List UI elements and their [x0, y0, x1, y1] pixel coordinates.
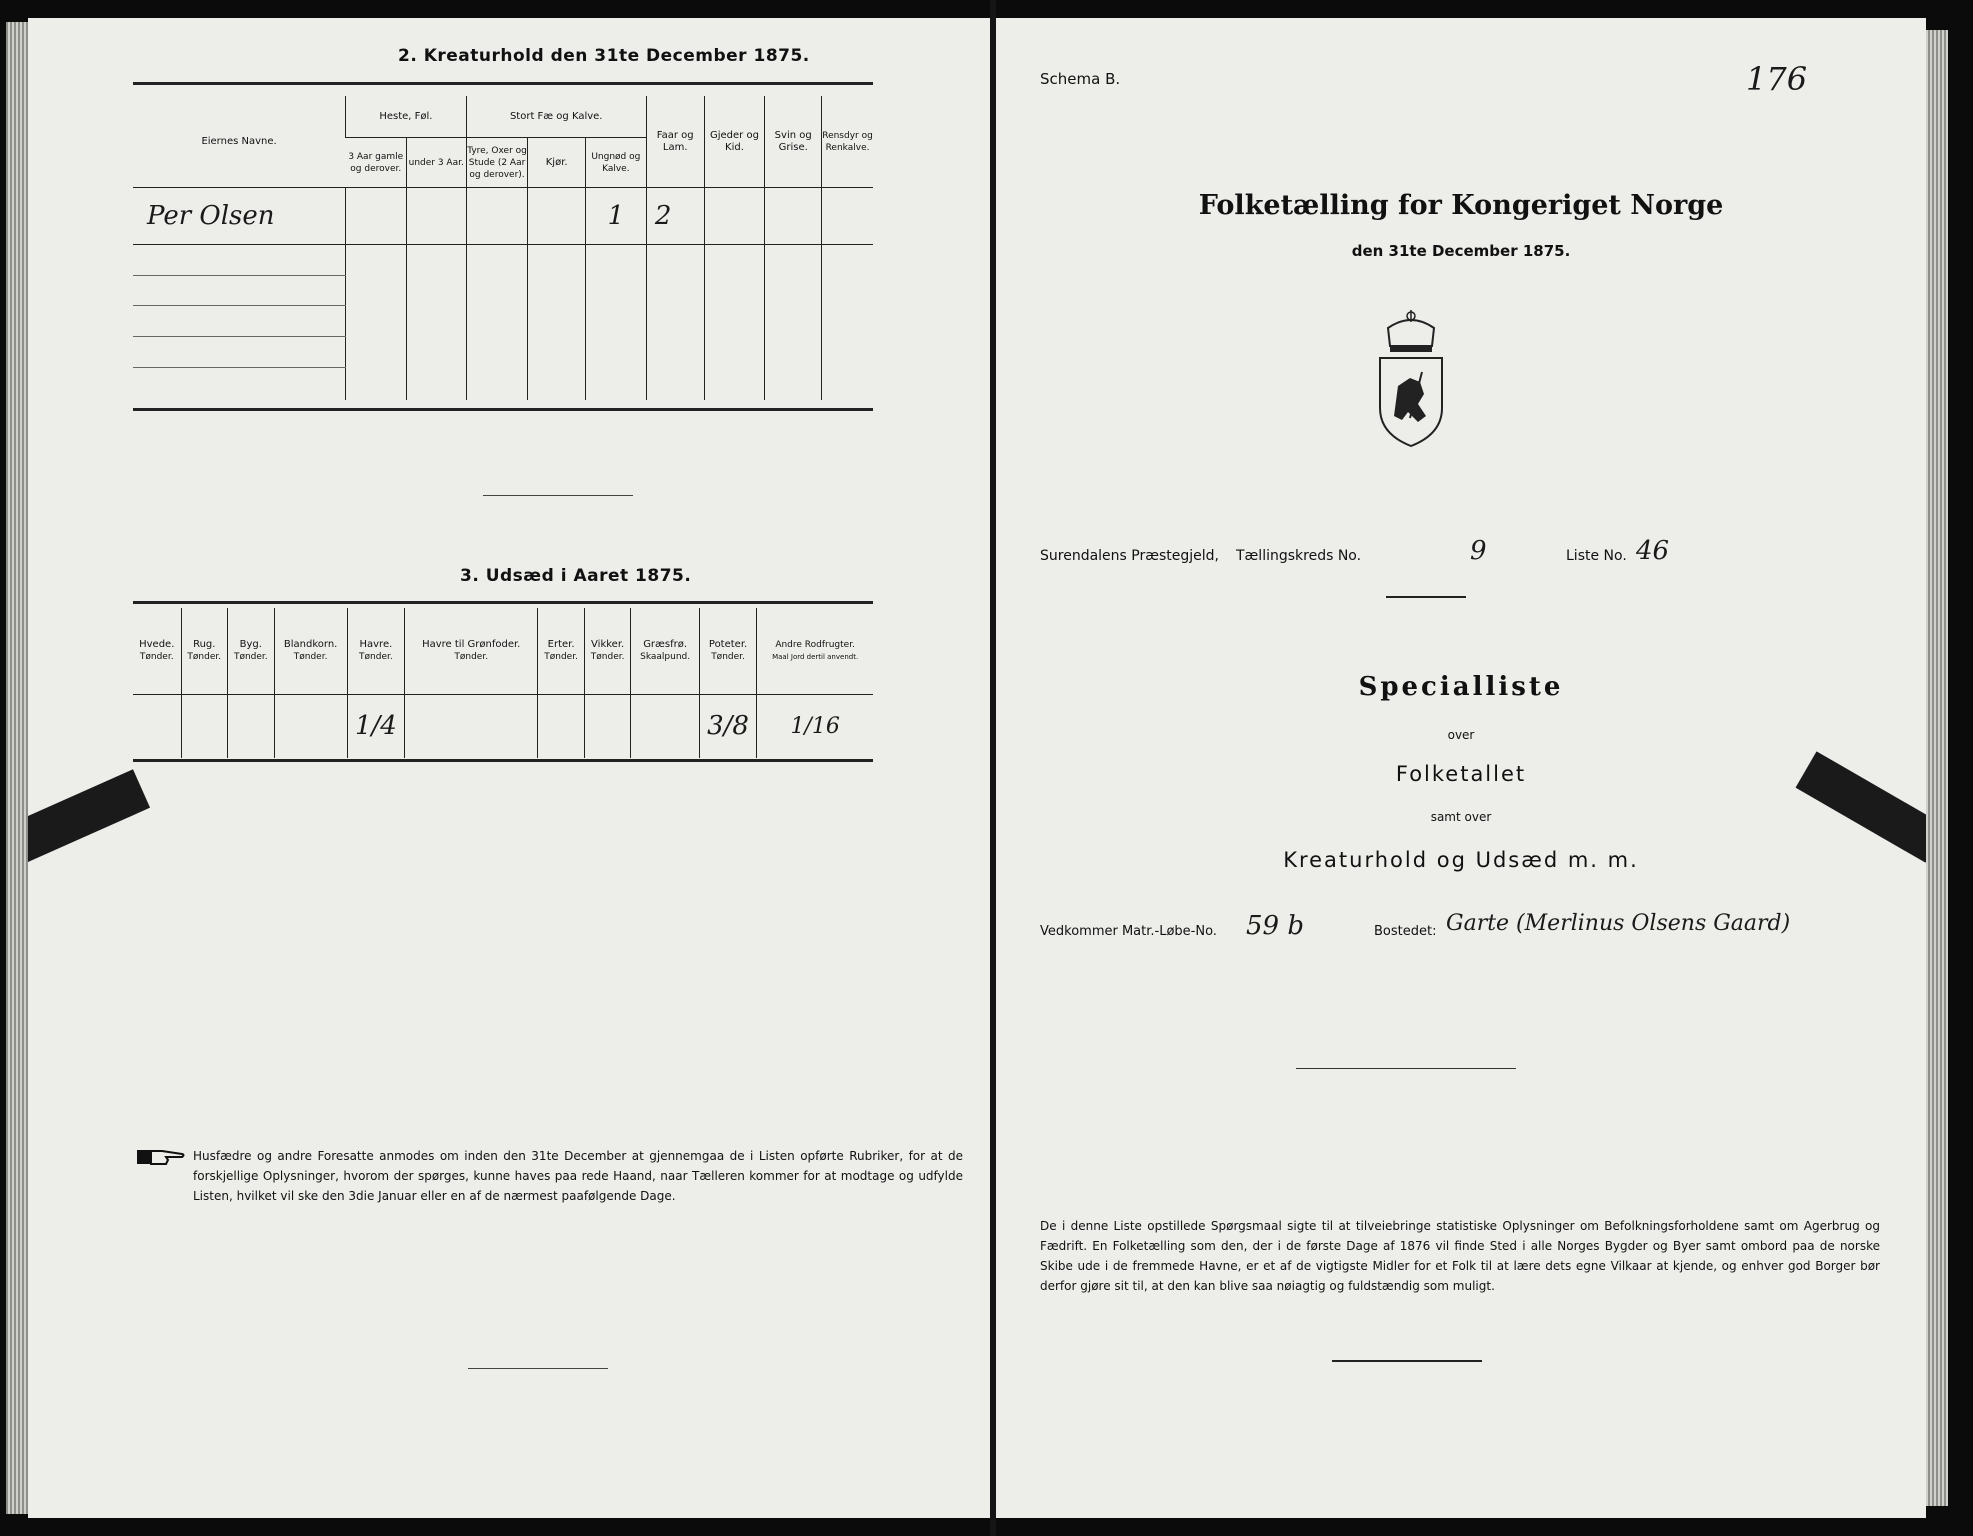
folketallet-label: Folketallet	[1395, 762, 1527, 786]
seed-val-poteter: 3/8	[699, 694, 756, 758]
cell-tyre	[466, 188, 528, 245]
seed-table-top-rule	[133, 601, 873, 604]
cell-faar: 2	[646, 188, 704, 245]
seed-col-andre: Andre Rodfrugter. Maal Jord dertil anvendt.	[757, 608, 873, 694]
cell-svin	[765, 188, 822, 245]
document-title: Folketælling for Kongeriget Norge	[1198, 190, 1724, 221]
left-page-edges	[6, 22, 28, 1514]
mid-divider	[1296, 1068, 1516, 1069]
seed-col-hvede: Hvede. Tønder.	[133, 608, 181, 694]
instructions-notice: Husfædre og andre Foresatte anmodes om inden den 31te December at gjennemgaa de i Listen opførte Rubriker, for at de forskjellige Oplysninger, hvorom der spørges, kunne haves paa rede Haand, naar Tælleren kommer for at modtage og udfylde Listen, hvilket vil ske den 3die Januar eller en af de nærmest paafølgende Dage.	[193, 1149, 963, 1203]
right-page	[996, 18, 1926, 1518]
seed-val-hvede	[133, 694, 181, 758]
table-top-rule	[133, 82, 873, 85]
owner-name-header: Eiernes Navne.	[133, 96, 346, 188]
bottom-divider-right	[1332, 1360, 1482, 1362]
table-bottom-rule	[133, 408, 873, 411]
seed-val-erter	[538, 694, 585, 758]
matr-number: 59 b	[1246, 911, 1304, 941]
title-divider	[1386, 596, 1466, 598]
samt-over-label: samt over	[1430, 810, 1492, 824]
kreds-label: Tællingskreds No.	[1236, 548, 1362, 564]
cell-kjor	[528, 188, 585, 245]
seed-val-blandkorn	[274, 694, 347, 758]
cell-heste-under3	[406, 188, 466, 245]
divider	[483, 495, 633, 496]
liste-number: 46	[1636, 536, 1670, 566]
kreds-number: 9	[1470, 536, 1487, 566]
col-heste-3aar: 3 Aar gamle og derover.	[346, 138, 407, 188]
section-2-title: 2. Kreaturhold den 31te December 1875.	[398, 46, 810, 66]
seed-col-blandkorn: Blandkorn. Tønder.	[274, 608, 347, 694]
table-row	[133, 694, 873, 758]
table-row	[133, 188, 873, 245]
pointing-hand-icon	[136, 1146, 186, 1168]
liste-label: Liste No.	[1566, 548, 1627, 564]
document-subtitle: den 31te December 1875.	[1351, 242, 1571, 260]
kreaturhold-label: Kreaturhold og Udsæd m. m.	[1283, 848, 1639, 872]
seed-col-vikker: Vikker. Tønder.	[584, 608, 631, 694]
col-rensdyr: Rensdyr og Renkalve.	[822, 96, 873, 188]
prestegjeld-label: Surendalens Præstegjeld,	[1040, 548, 1219, 564]
col-svin: Svin og Grise.	[765, 96, 822, 188]
seed-col-rug: Rug. Tønder.	[181, 608, 228, 694]
bosted-value: Garte (Merlinus Olsens Gaard)	[1446, 911, 1791, 936]
seed-val-byg	[228, 694, 275, 758]
cell-rensdyr	[822, 188, 873, 245]
seed-col-byg: Byg. Tønder.	[228, 608, 275, 694]
col-faar: Faar og Lam.	[646, 96, 704, 188]
col-kjor: Kjør.	[528, 138, 585, 188]
over-label: over	[1447, 728, 1475, 742]
seed-val-graesfro	[631, 694, 699, 758]
col-gjeder: Gjeder og Kid.	[704, 96, 765, 188]
col-heste-under3: under 3 Aar.	[406, 138, 466, 188]
livestock-table	[133, 96, 873, 400]
coat-of-arms-icon	[1374, 308, 1448, 448]
cell-gjeder	[704, 188, 765, 245]
seed-val-gronfoder	[405, 694, 538, 758]
seed-table	[133, 608, 873, 758]
section-3-title: 3. Udsæd i Aaret 1875.	[460, 566, 692, 586]
col-ungnod: Ungnød og Kalve.	[585, 138, 646, 188]
seed-val-andre: 1/16	[757, 694, 873, 758]
page-holder-shadow	[28, 769, 150, 868]
right-page-edges	[1926, 30, 1948, 1506]
seed-val-havre: 1/4	[347, 694, 404, 758]
seed-col-graesfro: Græsfrø. Skaalpund.	[631, 608, 699, 694]
seed-col-havre: Havre. Tønder.	[347, 608, 404, 694]
seed-table-bottom-rule	[133, 759, 873, 762]
heste-group-header: Heste, Føl.	[346, 96, 466, 138]
schema-label: Schema B.	[1040, 70, 1121, 88]
seed-val-vikker	[584, 694, 631, 758]
specialliste-title: Specialliste	[1358, 672, 1564, 702]
col-tyre: Tyre, Oxer og Stude (2 Aar og derover).	[466, 138, 528, 188]
seed-col-poteter: Poteter. Tønder.	[699, 608, 756, 694]
page-number: 176	[1746, 60, 1808, 98]
owner-name-cell: Per Olsen	[133, 188, 346, 245]
left-page	[28, 18, 990, 1518]
cell-heste-3aar	[346, 188, 407, 245]
matr-label: Vedkommer Matr.-Løbe-No.	[1040, 924, 1217, 939]
bottom-divider	[468, 1368, 608, 1369]
seed-val-rug	[181, 694, 228, 758]
bosted-label: Bostedet:	[1374, 924, 1437, 939]
cell-ungnod: 1	[585, 188, 646, 245]
stort-fae-group-header: Stort Fæ og Kalve.	[466, 96, 646, 138]
seed-col-erter: Erter. Tønder.	[538, 608, 585, 694]
explanatory-paragraph: De i denne Liste opstillede Spørgsmaal sigte til at tilveiebringe statistiske Oplysninger om Befolkningsforholdene samt om Agerbrug og Fædrift. En Folketælling som den, der i de første Dage af 1876 vil finde Sted i alle Norges Bygder og Byer samt ombord paa de norske Skibe ude i de fremmede Havne, er et af de vigtigste Midler for et Folk til at lære dets egne Vilkaar at kjende, og enhver god Borger bør derfor gjøre sit til, at den kan blive saa nøiagtig og fuldstændig som muligt.	[1040, 1219, 1880, 1293]
seed-col-gronfoder: Havre til Grønfoder. Tønder.	[405, 608, 538, 694]
